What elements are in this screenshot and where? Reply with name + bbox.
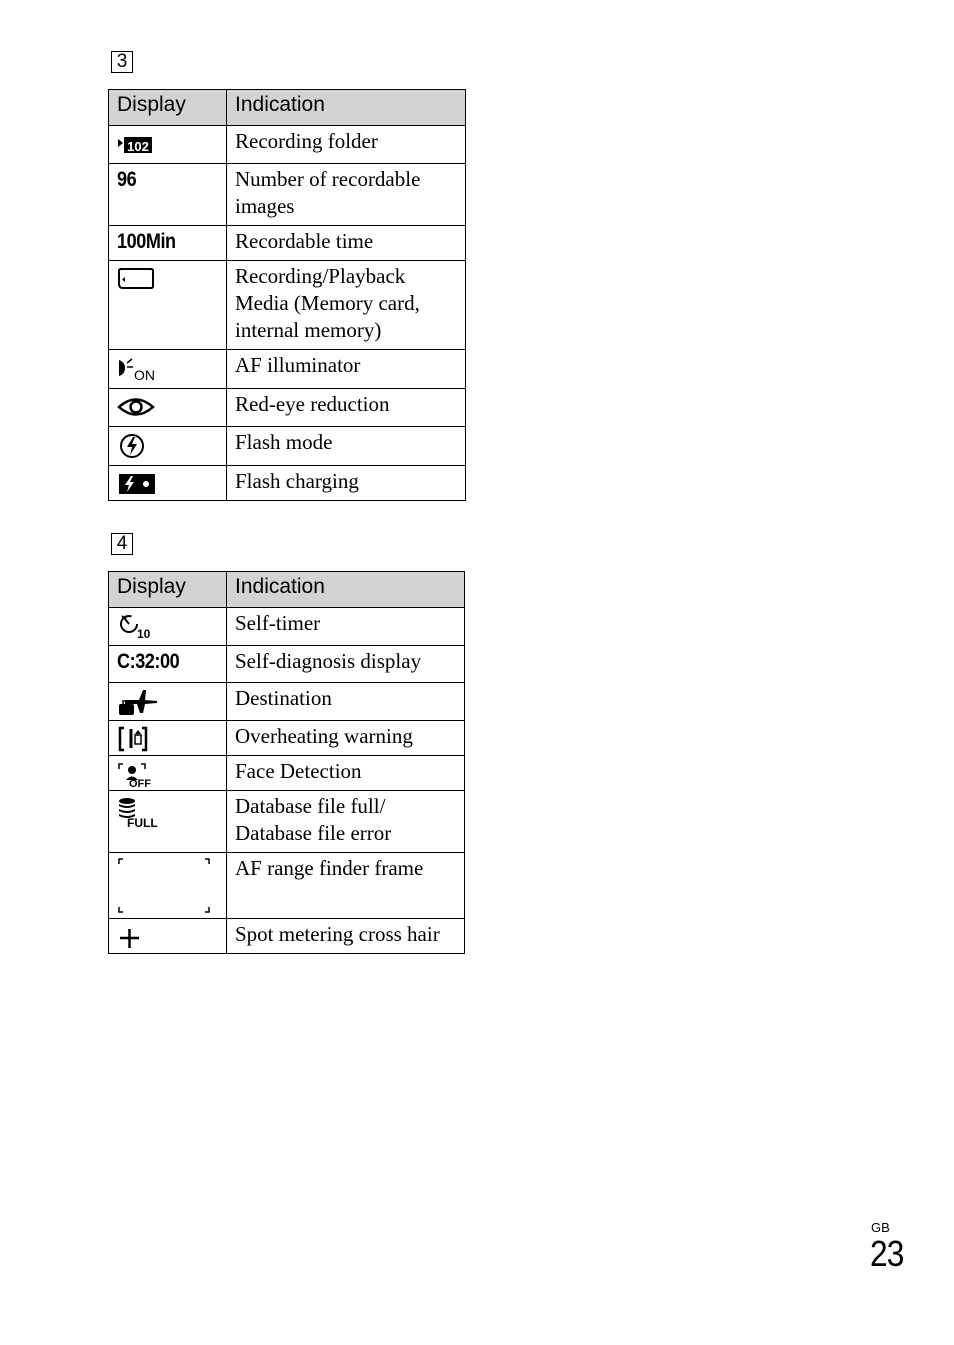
table-row bbox=[109, 646, 465, 683]
section-number-4: 4 bbox=[111, 533, 133, 555]
af-range-frame-icon bbox=[117, 857, 213, 915]
flash-mode-icon bbox=[117, 431, 157, 459]
table-row bbox=[109, 261, 466, 350]
indication-text: Flash mode bbox=[227, 427, 466, 466]
indication-text: Self-diagnosis display bbox=[227, 646, 465, 683]
column-header-display: Display bbox=[109, 572, 227, 608]
destination-icon bbox=[117, 687, 161, 717]
table-row bbox=[109, 683, 465, 721]
recordable-time-value: 100Min bbox=[117, 230, 176, 253]
recording-folder-number: 102 bbox=[127, 139, 149, 154]
indicator-table-4 bbox=[108, 571, 465, 954]
flash-charging-icon bbox=[117, 470, 159, 498]
page-number: 23 bbox=[870, 1233, 904, 1274]
table-row bbox=[109, 350, 466, 389]
table-row bbox=[109, 126, 466, 164]
indication-text: Recording folder bbox=[227, 126, 466, 164]
indication-text: Face Detection bbox=[227, 756, 465, 791]
table-row bbox=[109, 919, 465, 954]
table-row bbox=[109, 756, 465, 791]
recording-media-icon bbox=[117, 265, 157, 293]
database-state: FULL bbox=[127, 816, 158, 829]
indication-text: Overheating warning bbox=[227, 721, 465, 756]
face-detection-icon bbox=[117, 760, 161, 788]
red-eye-icon bbox=[117, 393, 157, 421]
table-row bbox=[109, 608, 465, 646]
crosshair-icon bbox=[117, 923, 157, 951]
recordable-images-count: 96 bbox=[117, 168, 137, 191]
database-full-icon bbox=[117, 795, 165, 829]
section-number-3: 3 bbox=[111, 51, 133, 73]
table-row bbox=[109, 164, 466, 226]
recording-folder-icon bbox=[117, 130, 157, 158]
self-diagnosis-code: C:32:00 bbox=[117, 650, 180, 673]
indication-text: Self-timer bbox=[227, 608, 465, 646]
indication-text: Database file full/ Database file error bbox=[227, 791, 465, 853]
indication-text: Red-eye reduction bbox=[227, 389, 466, 427]
self-timer-icon bbox=[117, 612, 157, 640]
indication-text: Flash charging bbox=[227, 466, 466, 501]
self-timer-seconds: 10 bbox=[137, 627, 151, 640]
table-row bbox=[109, 226, 466, 261]
region-label: GB bbox=[871, 1220, 890, 1235]
indication-text: Spot metering cross hair bbox=[227, 919, 465, 954]
column-header-indication: Indication bbox=[227, 572, 465, 608]
table-row bbox=[109, 466, 466, 501]
column-header-indication: Indication bbox=[227, 90, 466, 126]
indication-text: Number of recordable images bbox=[227, 164, 466, 226]
overheating-icon bbox=[117, 725, 157, 753]
indication-text: AF illuminator bbox=[227, 350, 466, 389]
af-illuminator-icon bbox=[117, 354, 161, 382]
column-header-display: Display bbox=[109, 90, 227, 126]
indicator-table-3 bbox=[108, 89, 466, 501]
table-row bbox=[109, 853, 465, 919]
indication-text: Destination bbox=[227, 683, 465, 721]
table-row bbox=[109, 427, 466, 466]
table-row bbox=[109, 721, 465, 756]
indication-text: AF range finder frame bbox=[227, 853, 465, 919]
face-detection-state: OFF bbox=[129, 778, 151, 788]
table-row bbox=[109, 389, 466, 427]
indication-text: Recordable time bbox=[227, 226, 466, 261]
af-illuminator-state: ON bbox=[134, 367, 155, 382]
indication-text: Recording/Playback Media (Memory card, internal memory) bbox=[227, 261, 466, 350]
table-row bbox=[109, 791, 465, 853]
